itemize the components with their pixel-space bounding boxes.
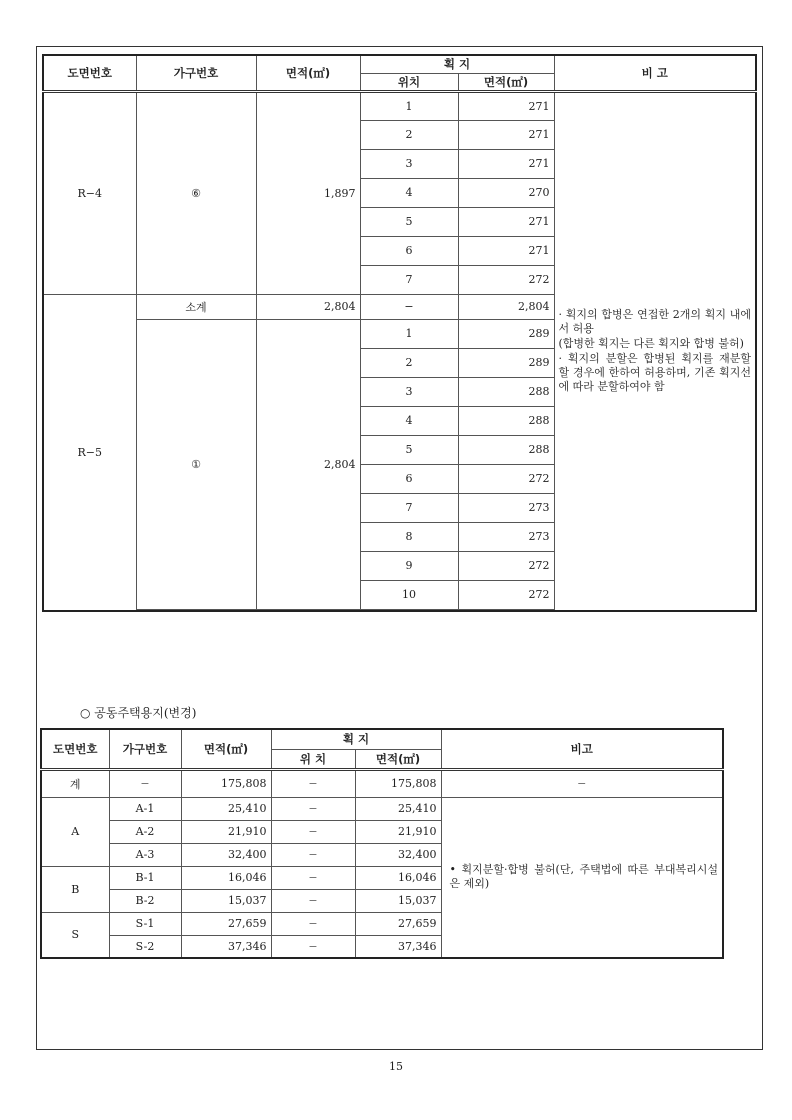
unit-no: A-3 [109,843,181,866]
unit-no: S-1 [109,912,181,935]
lot-area: 289 [458,348,554,377]
lot-area: 272 [458,551,554,580]
unit-no-r5: ① [136,319,256,609]
lot-area: 25,410 [355,797,441,820]
header-drawing-no: 도면번호 [43,55,136,91]
lot-area: 270 [458,178,554,207]
lot-table-residential [42,54,757,612]
lot-position: 7 [360,265,458,294]
lot-position: − [271,889,355,912]
lot-position: 3 [360,149,458,178]
unit-area: 25,410 [181,797,271,820]
lot-position: − [271,843,355,866]
lot-position: 10 [360,580,458,609]
lot-area: 16,046 [355,866,441,889]
remark-line: · 획지의 합병은 연접한 2개의 획지 내에서 허용 [558,307,752,335]
lot-area: 15,037 [355,889,441,912]
header-unit-no: 가구번호 [109,729,181,769]
lot-position: 1 [360,319,458,348]
lot-position: 8 [360,522,458,551]
lot-area: 272 [458,464,554,493]
header-remarks: 비고 [441,729,723,769]
unit-area: 21,910 [181,820,271,843]
subtotal-area: 2,804 [256,294,360,319]
header-area: 면적(㎡) [181,729,271,769]
remarks-note: • 획지분할·합병 불허(단, 주택법에 따른 부대복리시설은 제외) [441,797,723,958]
lot-position: 3 [360,377,458,406]
header-lot-area: 면적(㎡) [355,749,441,769]
lot-position: − [271,797,355,820]
header-drawing-no: 도면번호 [41,729,109,769]
lot-area: 289 [458,319,554,348]
subtotal-position: − [360,294,458,319]
lot-position: 6 [360,464,458,493]
unit-area: 32,400 [181,843,271,866]
lot-area: 288 [458,377,554,406]
total-unit: − [109,769,181,797]
lot-area: 271 [458,236,554,265]
total-label: 계 [41,769,109,797]
unit-no: B-1 [109,866,181,889]
lot-area: 273 [458,493,554,522]
unit-area: 16,046 [181,866,271,889]
lot-position: 1 [360,91,458,120]
lot-position: − [271,912,355,935]
remarks-note [554,91,756,611]
lot-position: 7 [360,493,458,522]
header-unit-no: 가구번호 [136,55,256,91]
unit-no: A-1 [109,797,181,820]
unit-no: B-2 [109,889,181,912]
lot-position: 2 [360,120,458,149]
total-area: 175,808 [181,769,271,797]
unit-area: 15,037 [181,889,271,912]
lot-position: − [271,820,355,843]
lot-position: 4 [360,406,458,435]
section-title: ○ 공동주택용지(변경) [80,706,197,720]
lot-position: 5 [360,435,458,464]
lot-area: 288 [458,435,554,464]
drawing-no-b: B [41,866,109,912]
drawing-no-s: S [41,912,109,958]
header-area: 면적(㎡) [256,55,360,91]
remark-line: · 획지의 분할은 합병된 획지를 재분할 할 경우에 한하여 허용하며, 기존 획지선에 따라 분할하여야 함 [558,351,752,393]
remark-line: (합병한 획지는 다른 획지와 합병 불허) [558,336,744,350]
lot-area: 271 [458,149,554,178]
unit-no-r4: ⑥ [136,91,256,294]
lot-position: 5 [360,207,458,236]
unit-area: 27,659 [181,912,271,935]
lot-area: 271 [458,91,554,120]
unit-no: S-2 [109,935,181,958]
area-r5: 2,804 [256,319,360,609]
unit-area: 37,346 [181,935,271,958]
lot-area: 37,346 [355,935,441,958]
lot-position: 9 [360,551,458,580]
unit-no: A-2 [109,820,181,843]
drawing-no-r5: R−5 [43,294,136,611]
lot-area: 273 [458,522,554,551]
lot-area: 27,659 [355,912,441,935]
header-lot-area: 면적(㎡) [458,73,554,91]
header-lot-position: 위 치 [271,749,355,769]
lot-area: 21,910 [355,820,441,843]
total-lot-area: 175,808 [355,769,441,797]
header-remarks: 비 고 [554,55,756,91]
total-remarks: − [441,769,723,797]
subtotal-label: 소계 [136,294,256,319]
lot-area: 271 [458,207,554,236]
subtotal-lot-area: 2,804 [458,294,554,319]
lot-area: 288 [458,406,554,435]
lot-table-apartment [40,728,724,959]
area-r4: 1,897 [256,91,360,294]
lot-position: 6 [360,236,458,265]
total-position: − [271,769,355,797]
header-lot-group: 획 지 [271,729,441,749]
lot-position: − [271,935,355,958]
drawing-no-r4: R−4 [43,91,136,294]
lot-position: − [271,866,355,889]
page-number: 15 [389,1060,403,1073]
lot-area: 271 [458,120,554,149]
lot-position: 2 [360,348,458,377]
header-lot-position: 위치 [360,73,458,91]
lot-area: 32,400 [355,843,441,866]
lot-area: 272 [458,580,554,609]
header-lot-group: 획 지 [360,55,554,73]
lot-area: 272 [458,265,554,294]
drawing-no-a: A [41,797,109,866]
lot-position: 4 [360,178,458,207]
